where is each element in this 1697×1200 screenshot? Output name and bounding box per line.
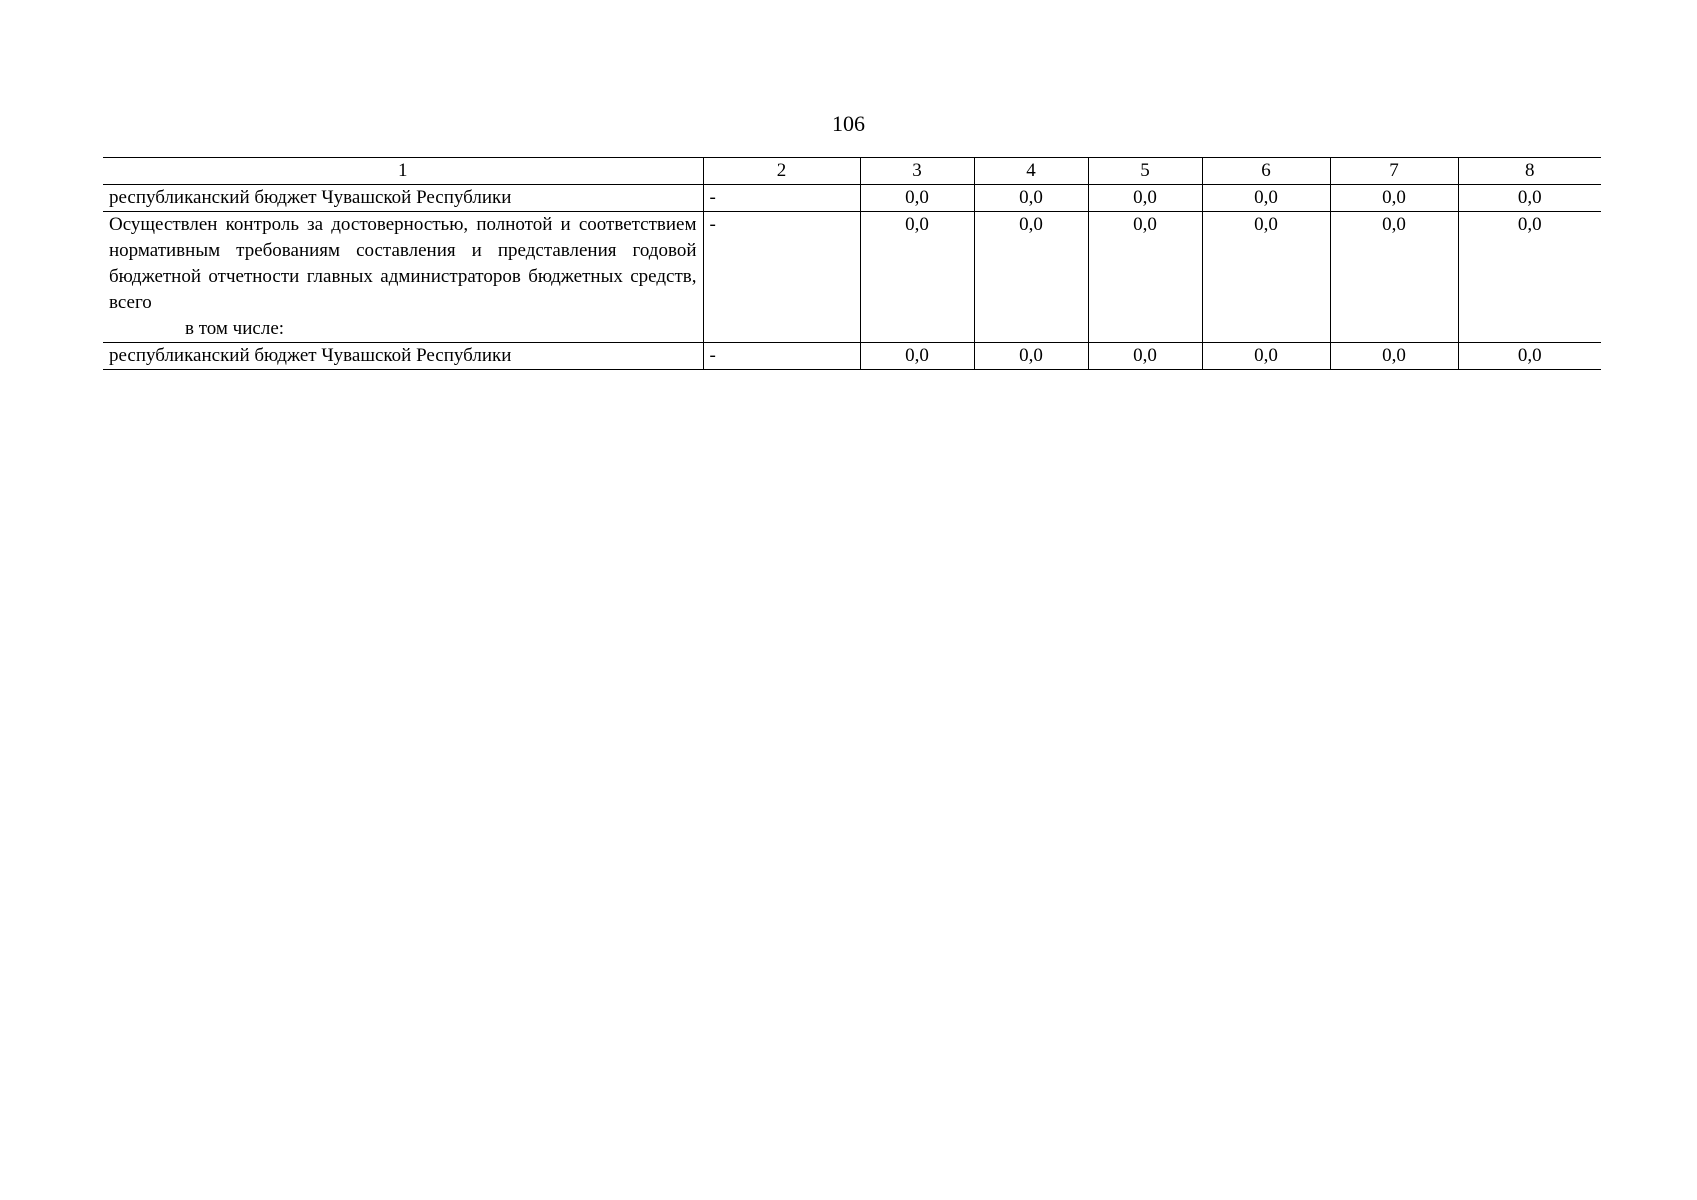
table-row bbox=[103, 343, 1601, 370]
row-value-col5: 0,0 bbox=[1088, 212, 1202, 343]
row-description: республиканский бюджет Чувашской Республики bbox=[103, 185, 703, 212]
row-col2: - bbox=[703, 212, 860, 343]
row-value-col8: 0,0 bbox=[1458, 212, 1601, 343]
row-value-col5: 0,0 bbox=[1088, 185, 1202, 212]
row-value-col3: 0,0 bbox=[860, 343, 974, 370]
page-number: 106 bbox=[832, 111, 865, 136]
row-value-col8: 0,0 bbox=[1458, 343, 1601, 370]
row-value-col3: 0,0 bbox=[860, 212, 974, 343]
row-value-col7: 0,0 bbox=[1330, 212, 1458, 343]
column-header-3: 3 bbox=[860, 158, 974, 185]
table-header-row bbox=[103, 158, 1601, 185]
row-value-col3: 0,0 bbox=[860, 185, 974, 212]
column-header-8: 8 bbox=[1458, 158, 1601, 185]
row-col2: - bbox=[703, 343, 860, 370]
row-value-col7: 0,0 bbox=[1330, 185, 1458, 212]
column-header-5: 5 bbox=[1088, 158, 1202, 185]
row-value-col6: 0,0 bbox=[1202, 343, 1330, 370]
column-header-2: 2 bbox=[703, 158, 860, 185]
column-header-4: 4 bbox=[974, 158, 1088, 185]
row-value-col6: 0,0 bbox=[1202, 212, 1330, 343]
budget-table bbox=[103, 157, 1601, 370]
row-value-col8: 0,0 bbox=[1458, 185, 1601, 212]
row-col2: - bbox=[703, 185, 860, 212]
row-sub-label: в том числе: bbox=[185, 318, 285, 339]
table-row bbox=[103, 212, 1601, 343]
row-value-col6: 0,0 bbox=[1202, 185, 1330, 212]
row-description-cell bbox=[103, 212, 703, 343]
row-description: Осуществлен контроль за достоверностью, полнотой и соответствием нормативным требованиям составления и представления годовой бюджетной отчетности главных администраторов бюджетных средств, всего bbox=[109, 214, 697, 313]
row-value-col4: 0,0 bbox=[974, 343, 1088, 370]
column-header-1: 1 bbox=[103, 158, 703, 185]
row-value-col4: 0,0 bbox=[974, 212, 1088, 343]
row-value-col4: 0,0 bbox=[974, 185, 1088, 212]
row-value-col5: 0,0 bbox=[1088, 343, 1202, 370]
column-header-6: 6 bbox=[1202, 158, 1330, 185]
table-row bbox=[103, 185, 1601, 212]
row-description: республиканский бюджет Чувашской Республики bbox=[103, 343, 703, 370]
row-value-col7: 0,0 bbox=[1330, 343, 1458, 370]
column-header-7: 7 bbox=[1330, 158, 1458, 185]
